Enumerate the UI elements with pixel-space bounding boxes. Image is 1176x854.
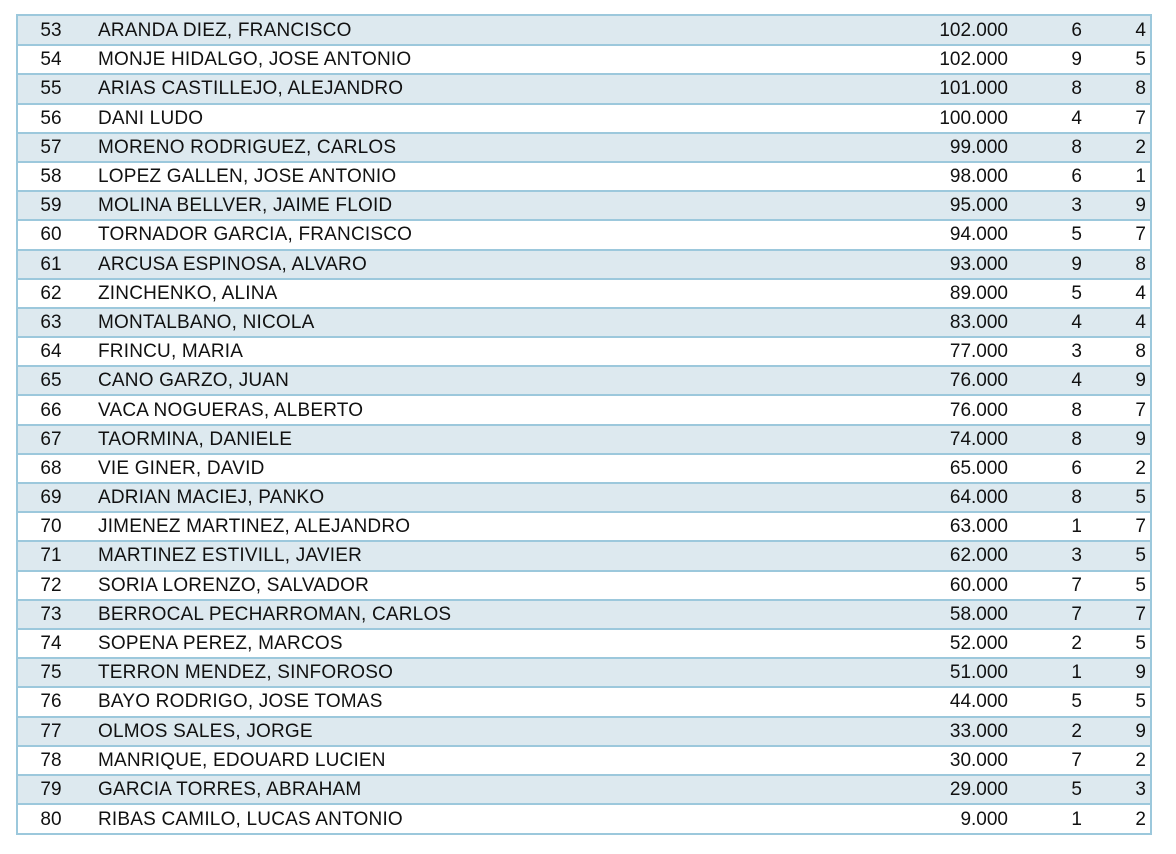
column-5-cell: 2 — [1082, 804, 1150, 833]
column-5-cell: 9 — [1082, 425, 1150, 454]
rank-cell: 54 — [18, 45, 82, 74]
column-4-cell: 6 — [1071, 19, 1082, 41]
table-row — [18, 483, 1150, 512]
column-5-cell: 2 — [1082, 746, 1150, 775]
column-4-cell: 8 — [1008, 425, 1082, 454]
column-5-cell: 9 — [1082, 366, 1150, 395]
column-5-cell: 7 — [1082, 600, 1150, 629]
rank-cell: 71 — [18, 541, 82, 570]
name-cell: ZINCHENKO, ALINA — [82, 279, 758, 308]
name-cell: JIMENEZ MARTINEZ, ALEJANDRO — [82, 512, 758, 541]
rank-cell: 76 — [18, 687, 82, 716]
column-4-cell: 6 — [1008, 162, 1082, 191]
ranking-rows — [18, 16, 1150, 833]
rank-cell: 75 — [18, 658, 82, 687]
name-cell: SOPENA PEREZ, MARCOS — [82, 629, 758, 658]
column-4-cell: 9 — [1008, 250, 1082, 279]
column-4-cell: 8 — [1008, 74, 1082, 103]
name-cell: GARCIA TORRES, ABRAHAM — [82, 775, 758, 804]
points-cell: 9.000 — [758, 804, 1008, 833]
table-row — [18, 16, 1150, 45]
table-row — [18, 541, 1150, 570]
points-cell: 63.000 — [758, 512, 1008, 541]
points-cell: 74.000 — [758, 425, 1008, 454]
column-5-cell: 9 — [1082, 191, 1150, 220]
name-cell: SORIA LORENZO, SALVADOR — [82, 571, 758, 600]
column-5-cell: 9 — [1082, 658, 1150, 687]
points-cell: 101.000 — [758, 74, 1008, 103]
name-cell: MOLINA BELLVER, JAIME FLOID — [82, 191, 758, 220]
name-cell: MORENO RODRIGUEZ, CARLOS — [82, 133, 758, 162]
table-row — [18, 600, 1150, 629]
rank-cell: 77 — [18, 717, 82, 746]
name-cell: MANRIQUE, EDOUARD LUCIEN — [82, 746, 758, 775]
name-cell: BAYO RODRIGO, JOSE TOMAS — [82, 687, 758, 716]
table-row — [18, 687, 1150, 716]
column-4-cell: 3 — [1008, 337, 1082, 366]
table-row — [18, 746, 1150, 775]
rank-cell: 64 — [18, 337, 82, 366]
points-cell: 94.000 — [758, 220, 1008, 249]
column-4-cell: 7 — [1008, 746, 1082, 775]
rank-cell: 59 — [18, 191, 82, 220]
name-cell: CANO GARZO, JUAN — [82, 366, 758, 395]
rank-cell: 70 — [18, 512, 82, 541]
name-cell: OLMOS SALES, JORGE — [82, 717, 758, 746]
column-5-cell: 4 — [1082, 308, 1150, 337]
name-cell: RIBAS CAMILO, LUCAS ANTONIO — [82, 804, 758, 833]
rank-cell: 57 — [18, 133, 82, 162]
table-row — [18, 45, 1150, 74]
points-cell: 60.000 — [758, 571, 1008, 600]
column-4-cell: 7 — [1008, 600, 1082, 629]
column-5-cell: 1 — [1082, 162, 1150, 191]
table-row — [18, 279, 1150, 308]
points-cell: 44.000 — [758, 687, 1008, 716]
points-cell: 95.000 — [758, 191, 1008, 220]
table-row — [18, 717, 1150, 746]
rank-cell: 62 — [18, 279, 82, 308]
rank-cell: 69 — [18, 483, 82, 512]
rank-cell: 56 — [18, 104, 82, 133]
points-cell: 100.000 — [758, 104, 1008, 133]
rank-cell: 67 — [18, 425, 82, 454]
rank-cell: 74 — [18, 629, 82, 658]
table-row — [18, 395, 1150, 424]
points-cell: 98.000 — [758, 162, 1008, 191]
column-5-cell: 5 — [1082, 483, 1150, 512]
points-cell: 102.000 — [939, 19, 1008, 41]
column-4-cell: 5 — [1008, 279, 1082, 308]
table-row — [18, 74, 1150, 103]
column-4-cell: 4 — [1008, 366, 1082, 395]
points-cell: 89.000 — [758, 279, 1008, 308]
points-cell: 64.000 — [758, 483, 1008, 512]
column-5-cell: 5 — [1082, 45, 1150, 74]
table-row — [18, 775, 1150, 804]
column-4-cell: 7 — [1008, 571, 1082, 600]
column-5-cell: 8 — [1082, 74, 1150, 103]
column-5-cell: 5 — [1082, 541, 1150, 570]
rank-cell: 79 — [18, 775, 82, 804]
rank-cell: 66 — [18, 395, 82, 424]
table-row — [18, 512, 1150, 541]
table-row — [18, 571, 1150, 600]
name-cell: TORNADOR GARCIA, FRANCISCO — [82, 220, 758, 249]
column-5-cell: 3 — [1082, 775, 1150, 804]
rank-cell: 72 — [18, 571, 82, 600]
name-cell: ADRIAN MACIEJ, PANKO — [82, 483, 758, 512]
rank-cell: 68 — [18, 454, 82, 483]
rank-cell: 73 — [18, 600, 82, 629]
name-cell: ARANDA DIEZ, FRANCISCO — [98, 19, 352, 41]
table-row — [18, 220, 1150, 249]
table-row — [18, 250, 1150, 279]
column-5-cell: 5 — [1082, 629, 1150, 658]
column-4-cell: 1 — [1008, 804, 1082, 833]
points-cell: 76.000 — [758, 395, 1008, 424]
name-cell: VACA NOGUERAS, ALBERTO — [82, 395, 758, 424]
column-5-cell: 7 — [1082, 104, 1150, 133]
table-row — [18, 133, 1150, 162]
table-row — [18, 804, 1150, 833]
points-cell: 58.000 — [758, 600, 1008, 629]
column-4-cell: 3 — [1008, 541, 1082, 570]
table-row — [18, 162, 1150, 191]
name-cell: TERRON MENDEZ, SINFOROSO — [82, 658, 758, 687]
name-cell: LOPEZ GALLEN, JOSE ANTONIO — [82, 162, 758, 191]
points-cell: 83.000 — [758, 308, 1008, 337]
column-5-cell: 8 — [1082, 250, 1150, 279]
name-cell: ARIAS CASTILLEJO, ALEJANDRO — [82, 74, 758, 103]
column-5-cell: 7 — [1082, 220, 1150, 249]
column-4-cell: 9 — [1008, 45, 1082, 74]
rank-cell: 60 — [18, 220, 82, 249]
name-cell: BERROCAL PECHARROMAN, CARLOS — [82, 600, 758, 629]
column-4-cell: 5 — [1008, 687, 1082, 716]
points-cell: 77.000 — [758, 337, 1008, 366]
column-4-cell: 3 — [1008, 191, 1082, 220]
rank-cell: 53 — [40, 19, 62, 41]
table-row — [18, 658, 1150, 687]
column-5-cell: 7 — [1082, 512, 1150, 541]
points-cell: 52.000 — [758, 629, 1008, 658]
table-row — [18, 104, 1150, 133]
rank-cell: 58 — [18, 162, 82, 191]
points-cell: 29.000 — [758, 775, 1008, 804]
points-cell: 51.000 — [758, 658, 1008, 687]
column-4-cell: 4 — [1008, 104, 1082, 133]
column-5-cell: 9 — [1082, 717, 1150, 746]
points-cell: 62.000 — [758, 541, 1008, 570]
column-4-cell: 8 — [1008, 133, 1082, 162]
column-4-cell: 4 — [1008, 308, 1082, 337]
table-row — [18, 366, 1150, 395]
points-cell: 102.000 — [758, 45, 1008, 74]
name-cell: TAORMINA, DANIELE — [82, 425, 758, 454]
column-4-cell: 6 — [1008, 454, 1082, 483]
points-cell: 30.000 — [758, 746, 1008, 775]
rank-cell: 63 — [18, 308, 82, 337]
rank-cell: 65 — [18, 366, 82, 395]
name-cell: MONTALBANO, NICOLA — [82, 308, 758, 337]
ranking-grid — [18, 16, 1150, 833]
table-row — [18, 425, 1150, 454]
column-4-cell: 2 — [1008, 717, 1082, 746]
column-5-cell: 5 — [1082, 687, 1150, 716]
table-row — [18, 629, 1150, 658]
rank-cell: 61 — [18, 250, 82, 279]
name-cell: FRINCU, MARIA — [82, 337, 758, 366]
table-row — [18, 454, 1150, 483]
column-5-cell: 2 — [1082, 133, 1150, 162]
column-4-cell: 5 — [1008, 775, 1082, 804]
table-row — [18, 191, 1150, 220]
rank-cell: 80 — [18, 804, 82, 833]
points-cell: 33.000 — [758, 717, 1008, 746]
ranking-table — [16, 14, 1152, 835]
rank-cell: 55 — [18, 74, 82, 103]
name-cell: MARTINEZ ESTIVILL, JAVIER — [82, 541, 758, 570]
points-cell: 76.000 — [758, 366, 1008, 395]
column-5-cell: 8 — [1082, 337, 1150, 366]
column-5-cell: 4 — [1135, 19, 1146, 41]
column-4-cell: 1 — [1008, 512, 1082, 541]
name-cell: ARCUSA ESPINOSA, ALVARO — [82, 250, 758, 279]
column-5-cell: 7 — [1082, 395, 1150, 424]
column-5-cell: 2 — [1082, 454, 1150, 483]
column-5-cell: 5 — [1082, 571, 1150, 600]
name-cell: DANI LUDO — [82, 104, 758, 133]
column-4-cell: 5 — [1008, 220, 1082, 249]
column-4-cell: 8 — [1008, 395, 1082, 424]
column-4-cell: 1 — [1008, 658, 1082, 687]
table-row — [18, 337, 1150, 366]
points-cell: 99.000 — [758, 133, 1008, 162]
name-cell: VIE GINER, DAVID — [82, 454, 758, 483]
points-cell: 65.000 — [758, 454, 1008, 483]
rank-cell: 78 — [18, 746, 82, 775]
table-row — [18, 308, 1150, 337]
column-5-cell: 4 — [1082, 279, 1150, 308]
points-cell: 93.000 — [758, 250, 1008, 279]
name-cell: MONJE HIDALGO, JOSE ANTONIO — [82, 45, 758, 74]
column-4-cell: 8 — [1008, 483, 1082, 512]
column-4-cell: 2 — [1008, 629, 1082, 658]
